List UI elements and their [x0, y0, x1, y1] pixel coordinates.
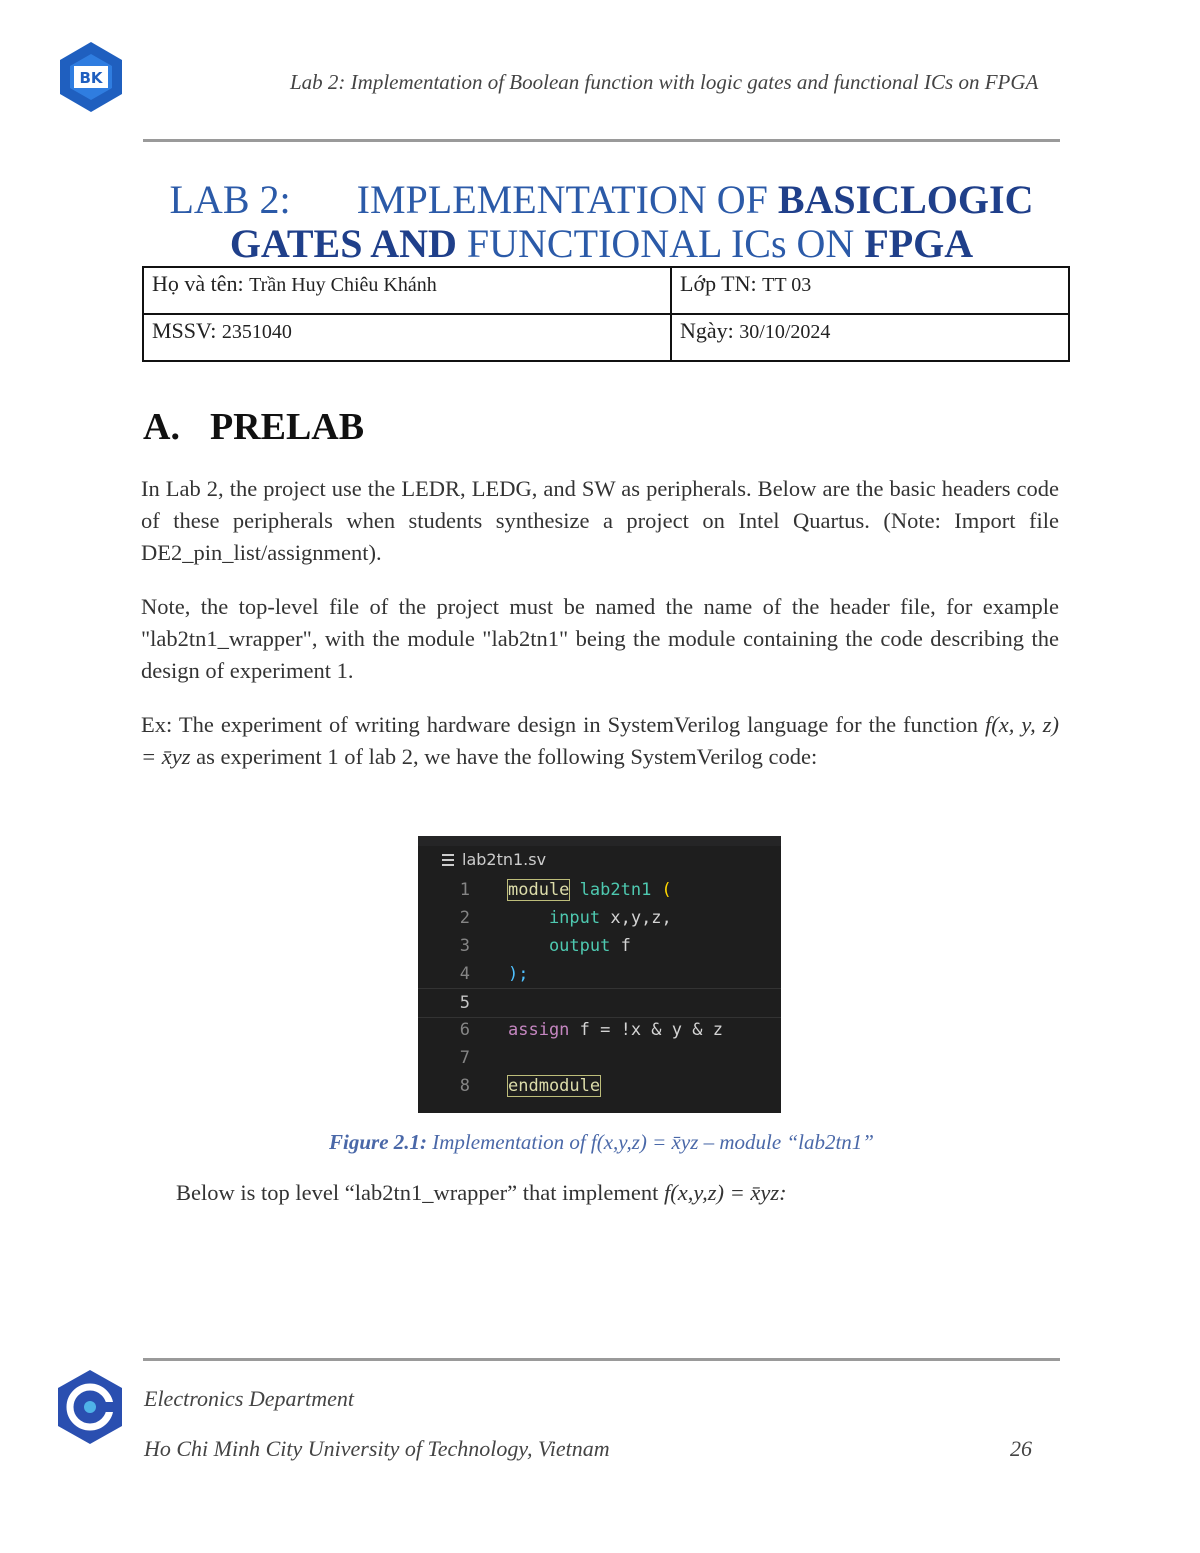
date-value: 30/10/2024 — [739, 321, 831, 343]
paragraph-2: Note, the top-level file of the project must be named the name of the header file, for example "lab2tn1_wrapper", with the module "lab2tn1" being the module containing the code describing the design of experiment 1. — [141, 594, 1059, 683]
section-title: PRELAB — [209, 406, 365, 448]
code-line: 3 output f — [459, 936, 631, 956]
class-cell — [671, 267, 1069, 314]
name-label: Họ và tên: — [152, 271, 244, 296]
code-line: 7 — [459, 1048, 470, 1068]
class-label: Lớp TN: — [680, 271, 757, 296]
wrapper-intro-text: Below is top level “lab2tn1_wrapper” that implement f(x,y,z) = x̄yz: — [176, 1180, 787, 1205]
id-cell — [143, 314, 671, 361]
code-editor-screenshot — [418, 836, 781, 1113]
code-line: 5 — [418, 988, 781, 1018]
editor-tab-bar — [418, 836, 781, 846]
page-number: 26 — [1010, 1436, 1032, 1461]
date-cell — [671, 314, 1069, 361]
section-number: A. — [143, 406, 180, 448]
university-logo — [54, 40, 128, 114]
code-line: 4 ); — [459, 964, 529, 984]
file-menu-icon — [442, 854, 454, 869]
student-info-table — [142, 266, 1070, 362]
logo-text: BK — [79, 69, 103, 87]
name-cell — [143, 267, 671, 314]
footer-university: Ho Chi Minh City University of Technology, Vietnam — [144, 1436, 610, 1461]
footer-rule — [143, 1358, 1060, 1361]
department-logo — [54, 1368, 126, 1446]
footer-department: Electronics Department — [144, 1386, 354, 1411]
code-line: 2 input x,y,z, — [459, 908, 672, 928]
section-heading — [143, 405, 364, 449]
paragraph-1: In Lab 2, the project use the LEDR, LEDG, and SW as peripherals. Below are the basic headers code of these peripherals when students synthesize a project on Intel Quartus. (Note: Import file DE2_pin_list/assignment). — [141, 476, 1059, 565]
id-value: 2351040 — [221, 321, 292, 343]
running-header: Lab 2: Implementation of Boolean function with logic gates and functional ICs on FPGA — [290, 70, 1039, 94]
page-title-line-2: GATES AND FUNCTIONAL ICs ON FPGA — [229, 221, 974, 266]
paragraph-3: Ex: The experiment of writing hardware design in SystemVerilog language for the function f(x, y, z) = x̄yz as experiment 1 of lab 2, we have the following SystemVerilog code: — [141, 712, 1060, 769]
figure-caption: Figure 2.1: Implementation of f(x,y,z) = x̄yz – module “lab2tn1” — [329, 1130, 874, 1154]
code-line: 1 module lab2tn1 ( — [459, 880, 672, 900]
header-rule — [143, 139, 1060, 142]
editor-filename: lab2tn1.sv — [462, 850, 547, 869]
code-line: 8 endmodule — [459, 1076, 601, 1096]
class-value: TT 03 — [762, 274, 812, 296]
function-formula: f(x, y, z) = x̄yz — [141, 712, 1060, 769]
date-label: Ngày: — [680, 318, 734, 343]
id-label: MSSV: — [152, 318, 217, 343]
page-title-line-1: LAB 2: IMPLEMENTATION OF BASICLOGIC — [169, 177, 1034, 222]
code-line: 6 assign f = !x & y & z — [459, 1020, 723, 1040]
name-value: Trần Huy Chiêu Khánh — [249, 274, 437, 296]
